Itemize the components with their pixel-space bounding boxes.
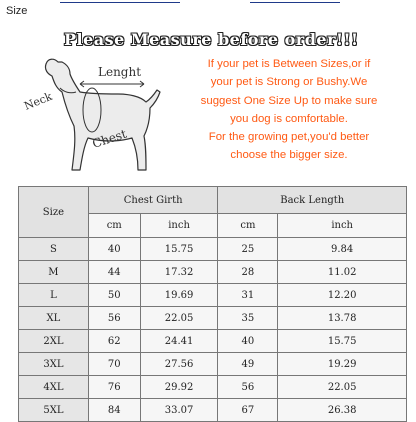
unit-header: inch [278,214,407,238]
headline: Please Measure before order!!! [64,30,359,49]
table-cell: 31 [218,284,278,307]
table-row [19,399,407,422]
size-cell: M [19,261,89,284]
table-cell: 28 [218,261,278,284]
advice-line: you dog is comfortable. [230,112,348,125]
advice-line: suggest One Size Up to make sure [200,94,378,107]
table-cell: 40 [218,330,278,353]
table-cell: 22.05 [278,376,407,399]
size-cell: S [19,238,89,261]
chest-girth-header: Chest Girth [88,187,218,214]
table-cell: 33.07 [140,399,218,422]
table-row [19,261,407,284]
table-cell: 49 [218,353,278,376]
advice-line: For the growing pet,you'd better [208,131,370,144]
chest-label: Chest [90,126,129,151]
table-row [19,376,407,399]
table-cell: 9.84 [278,238,407,261]
unit-header: cm [218,214,278,238]
advice-line: choose the bigger size. [230,149,348,162]
top-divider [60,2,180,3]
table-cell: 56 [218,376,278,399]
table-cell: 25 [218,238,278,261]
unit-header: inch [140,214,218,238]
table-cell: 19.69 [140,284,218,307]
size-cell: 4XL [19,376,89,399]
neck-label: Neck [22,89,54,113]
sizing-advice [164,55,414,165]
table-cell: 62 [88,330,140,353]
table-cell: 11.02 [278,261,407,284]
back-length-header: Back Length [218,187,407,214]
size-cell: 2XL [19,330,89,353]
dog-measurement-diagram [22,48,172,184]
length-label: Lenght [98,65,142,79]
advice-line: your pet is Strong or Bushy.We [210,76,368,89]
table-cell: 70 [88,353,140,376]
table-cell: 27.56 [140,353,218,376]
size-cell: L [19,284,89,307]
top-divider [250,2,340,3]
size-header: Size [19,187,89,238]
size-cell: 3XL [19,353,89,376]
table-row [19,307,407,330]
table-cell: 15.75 [140,238,218,261]
table-row [19,284,407,307]
table-cell: 84 [88,399,140,422]
table-cell: 35 [218,307,278,330]
table-cell: 19.29 [278,353,407,376]
size-cell: XL [19,307,89,330]
size-chart-table [18,186,407,422]
table-cell: 17.32 [140,261,218,284]
table-cell: 22.05 [140,307,218,330]
table-cell: 24.41 [140,330,218,353]
table-cell: 15.75 [278,330,407,353]
table-row [19,353,407,376]
table-cell: 40 [88,238,140,261]
table-cell: 26.38 [278,399,407,422]
table-cell: 50 [88,284,140,307]
advice-line: If your pet is Between Sizes,or if [207,58,371,70]
table-cell: 44 [88,261,140,284]
size-cell: 5XL [19,399,89,422]
table-cell: 56 [88,307,140,330]
unit-header: cm [88,214,140,238]
table-row [19,330,407,353]
size-tag: Size [6,5,28,17]
table-row [19,238,407,261]
table-cell: 67 [218,399,278,422]
table-cell: 29.92 [140,376,218,399]
table-cell: 12.20 [278,284,407,307]
table-cell: 76 [88,376,140,399]
table-cell: 13.78 [278,307,407,330]
